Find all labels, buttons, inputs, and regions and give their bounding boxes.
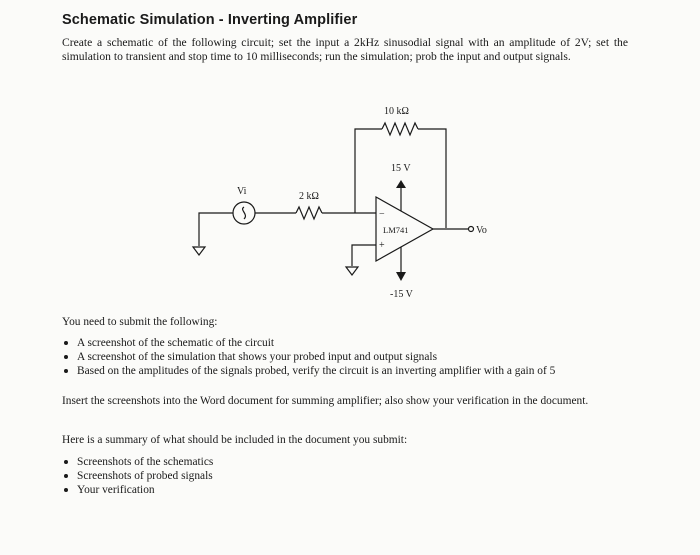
pos-supply-label: 15 V <box>391 163 411 174</box>
opamp-inverting-sign: − <box>379 209 385 220</box>
submit-section <box>62 315 632 378</box>
pos-supply-arrow-icon <box>396 180 406 188</box>
opamp-label: LM741 <box>383 225 409 235</box>
insert-note: Insert the screenshots into the Word document for summing amplifier; also show your verification in the document. <box>62 395 589 407</box>
feedback-resistor-icon <box>382 123 418 135</box>
submit-heading: You need to submit the following: <box>62 316 218 328</box>
opamp-noninverting-sign: + <box>379 240 385 251</box>
summary-section <box>62 433 632 497</box>
summary-heading: Here is a summary of what should be included in the document you submit: <box>62 434 408 446</box>
source-label: Vi <box>237 186 247 197</box>
output-terminal-icon <box>469 227 474 232</box>
summary-list <box>62 455 632 497</box>
neg-supply-label: -15 V <box>390 289 413 300</box>
list-item: Screenshots of probed signals <box>62 469 632 483</box>
noninv-wire <box>352 245 376 266</box>
list-item: Your verification <box>62 483 632 497</box>
neg-supply-arrow-icon <box>396 272 406 281</box>
ground-left-icon <box>193 247 205 255</box>
list-item: Based on the amplitudes of the signals probed, verify the circuit is an inverting amplifier with a gain of 5 <box>62 364 632 378</box>
page-title: Schematic Simulation - Inverting Amplifier <box>62 12 358 28</box>
ground-right-icon <box>346 267 358 275</box>
input-resistor-icon <box>296 207 322 219</box>
feedback-wire-right <box>418 129 446 228</box>
submit-list <box>62 336 632 378</box>
feedback-wire-left <box>355 129 382 213</box>
list-item: A screenshot of the schematic of the circuit <box>62 336 632 350</box>
list-item: A screenshot of the simulation that shows your probed input and output signals <box>62 350 632 364</box>
output-label: Vo <box>476 225 487 236</box>
feedback-resistor-label: 10 kΩ <box>384 106 409 117</box>
intro-paragraph: Create a schematic of the following circuit; set the input a 2kHz sinusodial signal with an amplitude of 2V; set the simulation to transient and stop time to 10 milliseconds; run the simulation; prob the input and output signals. <box>62 36 628 63</box>
ground-left-wire <box>199 213 233 246</box>
input-resistor-label: 2 kΩ <box>299 191 319 202</box>
list-item: Screenshots of the schematics <box>62 455 632 469</box>
sine-icon <box>243 207 246 219</box>
